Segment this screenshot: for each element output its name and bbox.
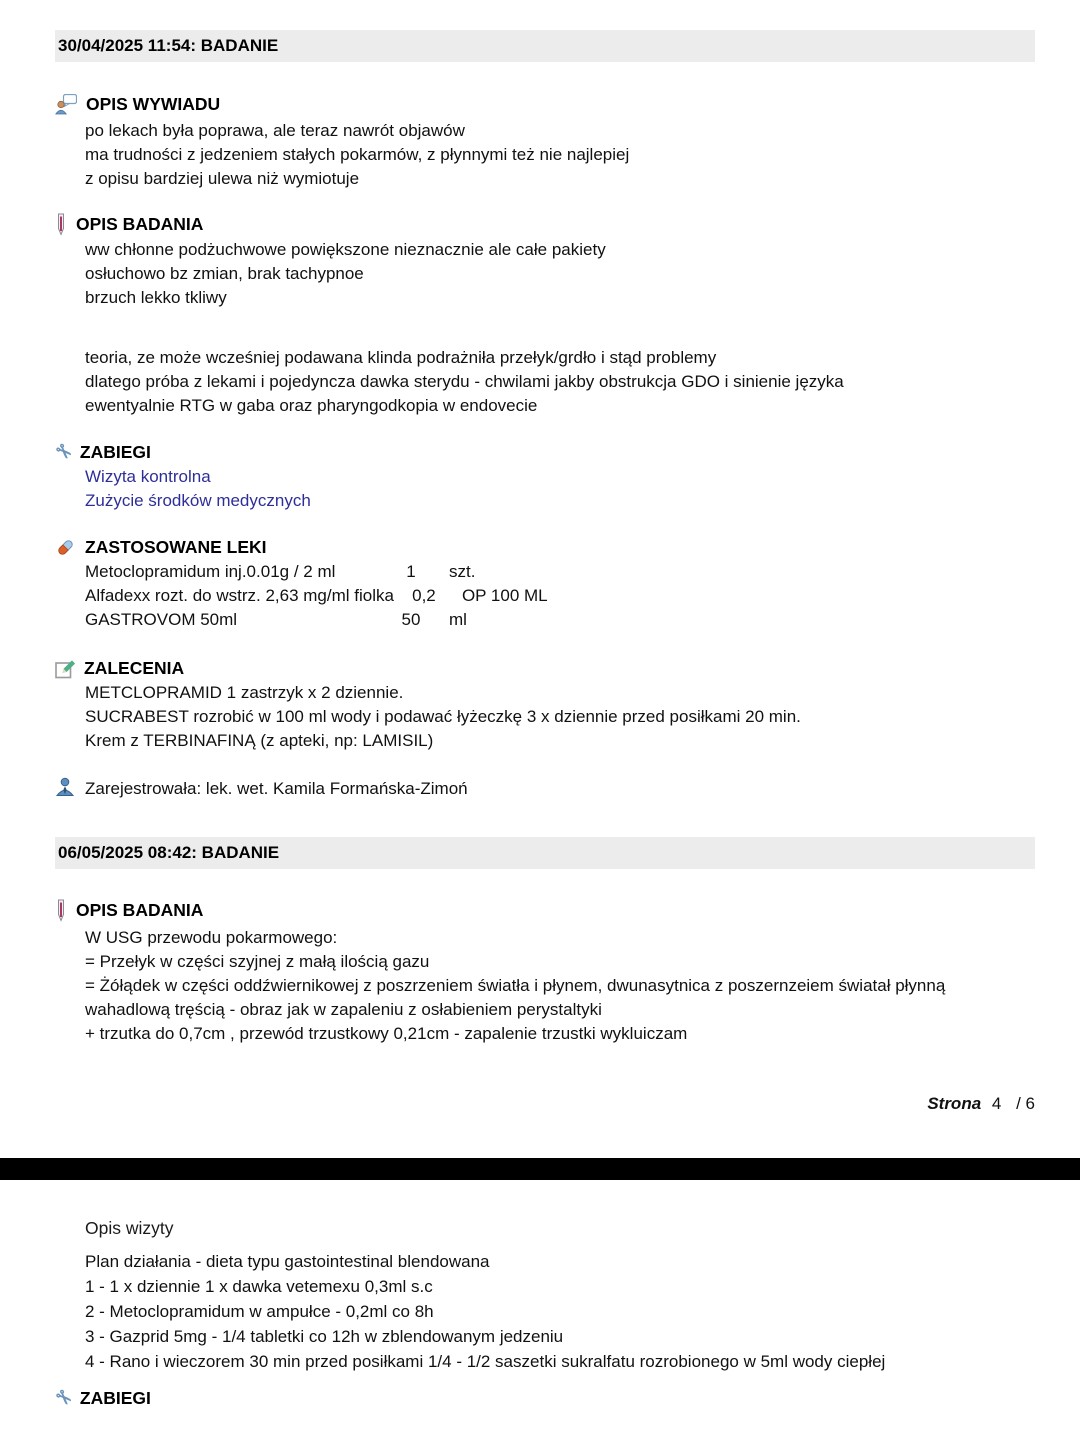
text-line: po lekach była poprawa, ale teraz nawrót objawów (85, 121, 465, 140)
page-number: 4 (991, 1094, 1002, 1113)
pill-capsule-icon (55, 537, 76, 558)
section-title: OPIS WYWIADU (86, 94, 221, 114)
page-label: Strona (927, 1094, 982, 1113)
medication-name: Alfadexx rozt. do wstrz. 2,63 mg/ml fiolka (85, 586, 394, 605)
section-opis-wywiadu (55, 94, 1035, 115)
text-line: Krem z TERBINAFINĄ (z apteki, np: LAMISIL) (85, 731, 434, 750)
medication-qty: 1 (406, 562, 416, 581)
section-zalecenia (55, 658, 1035, 679)
section-title: OPIS BADANIA (76, 900, 204, 920)
text-line: brzuch lekko tkliwy (85, 288, 227, 307)
medication-qty: 50 (401, 610, 421, 629)
section-title: ZABIEGI (79, 1388, 151, 1408)
person-speech-bubble-icon (55, 94, 77, 115)
visit-description-label: Opis wizyty (85, 1218, 174, 1238)
visit-plan-text (85, 1249, 1035, 1374)
thermometer-icon (55, 899, 67, 922)
section-zastosowane-leki (55, 537, 1035, 558)
text-line: = Przełyk w części szyjnej z małą ilością gazu (85, 952, 430, 971)
opis-wywiadu-text (85, 119, 1035, 191)
person-icon (55, 777, 75, 801)
section-opis-badania-1 (55, 213, 1035, 236)
text-line: ma trudności z jedzeniem stałych pokarmów, z płynnymi też nie najlepiej (85, 145, 630, 164)
text-line: 4 - Rano i wieczorem 30 min przed posiłkami 1/4 - 1/2 saszetki sukralfatu rozrobionego w 5ml wody ciepłej (85, 1352, 886, 1371)
medication-qty: 0,2 (412, 586, 436, 605)
text-line: 3 - Gazprid 5mg - 1/4 tabletki co 12h w zblendowanym jedzeniu (85, 1327, 564, 1346)
section-zabiegi-2 (49, 1385, 1035, 1412)
scissors-icon: ✂ (49, 439, 77, 466)
section-title: ZABIEGI (79, 442, 151, 462)
zalecenia-text (85, 681, 1035, 753)
registered-by-row (55, 777, 1035, 801)
registered-by-text: Zarejestrowała: lek. wet. Kamila Formańska-Zimoń (85, 779, 468, 798)
text-line: teoria, ze może wcześniej podawana klinda podrażniła przełyk/grdło i stąd problemy (85, 348, 717, 367)
text-line: z opisu bardziej ulewa niż wymiotuje (85, 169, 360, 188)
section-zabiegi-1 (49, 439, 1035, 466)
text-line: osłuchowo bz zmian, brak tachypnoe (85, 264, 364, 283)
section-title: ZASTOSOWANE LEKI (85, 537, 267, 557)
page-total: / 6 (1016, 1094, 1035, 1113)
text-line: SUCRABEST rozrobić w 100 ml wody i podawać łyżeczkę 3 x dziennie przed posiłkami 20 min. (85, 707, 801, 726)
text-line: METCLOPRAMID 1 zastrzyk x 2 dziennie. (85, 683, 404, 702)
thermometer-icon (55, 213, 67, 236)
link-zuzycie-srodkow-medycznych[interactable]: Zużycie środków medycznych (85, 491, 311, 510)
text-line: 1 - 1 x dziennie 1 x dawka vetemexu 0,3ml s.c (85, 1277, 433, 1296)
entry-header-bar (55, 837, 1035, 869)
medication-row (85, 560, 1035, 584)
text-line: Plan działania - dieta typu gastointestinal blendowana (85, 1252, 490, 1271)
section-title: ZALECENIA (84, 658, 185, 678)
text-line: W USG przewodu pokarmowego: (85, 928, 338, 947)
text-line: dlatego próba z lekami i pojedyncza dawka sterydu - chwilami jakby obstrukcja GDO i sinienie języka (85, 372, 844, 391)
link-wizyta-kontrolna[interactable]: Wizyta kontrolna (85, 467, 211, 486)
medication-name: GASTROVOM 50ml (85, 610, 238, 629)
usg-report-text (85, 926, 1035, 1046)
entry-header-title: 06/05/2025 08:42: BADANIE (58, 843, 280, 862)
text-line: + trzutka do 0,7cm , przewód trzustkowy 0,21cm - zapalenie trzustki wykluiczam (85, 1024, 688, 1043)
page-separator-bar (0, 1158, 1080, 1180)
text-line: 2 - Metoclopramidum w ampułce - 0,2ml co 8h (85, 1302, 434, 1321)
medication-row (85, 608, 1035, 632)
opis-badania-text-1 (85, 238, 1035, 310)
medication-unit: ml (449, 610, 467, 629)
text-line: ewentyalnie RTG w gaba oraz pharyngodkopia w endovecie (85, 396, 538, 415)
page-footer (55, 1094, 1035, 1114)
entry-header-bar (55, 30, 1035, 62)
medication-row (85, 584, 1035, 608)
text-line: ww chłonne podżuchwowe powiększone nieznacznie ale całe pakiety (85, 240, 606, 259)
medications-table (85, 560, 1035, 632)
section-title: OPIS BADANIA (76, 214, 204, 234)
pencil-note-icon (55, 659, 75, 679)
entry-header-title: 30/04/2025 11:54: BADANIE (58, 36, 279, 55)
section-opis-badania-2 (55, 899, 1035, 922)
scissors-icon: ✂ (49, 1385, 77, 1412)
zabiegi-links (85, 465, 1035, 513)
opis-badania-text-2 (85, 346, 1035, 418)
medication-name: Metoclopramidum inj.0.01g / 2 ml (85, 562, 336, 581)
medication-unit: OP 100 ML (461, 586, 548, 605)
medication-unit: szt. (449, 562, 476, 581)
text-line: = Żółądek w części oddźwiernikowej z poszrzeniem światła i płynem, dwunasytnica z poszernzeiem światał płynną wahadlową tręścią - obraz jak w zapaleniu z osłabieniem perystaltyki (85, 976, 951, 1019)
